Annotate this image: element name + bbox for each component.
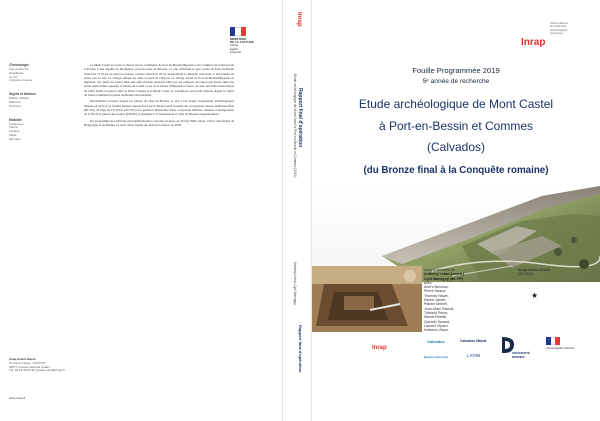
- title-line: à Port-en-Bessin et Commes: [378, 118, 534, 133]
- sidebar-line: Structure: [9, 103, 22, 108]
- title-line: (Calvados): [426, 140, 486, 154]
- spine-title: Etude archéologique de Mont Castel à Port-en-Bessin et Commes (2019): [293, 74, 297, 178]
- sidebar-group-themes: [9, 92, 79, 108]
- spine-authors: Anthony Lefort, Cyril Marcigny: [293, 262, 297, 305]
- ministry-line5: Fraternité: [230, 50, 242, 54]
- sidebar-line: Monnaie: [9, 136, 21, 141]
- sidebar-line: Le Fer: [9, 74, 18, 79]
- cover-kicker-2: 5ᵉ année de recherche: [422, 78, 490, 85]
- partner-latim-logo: LATIM: [467, 353, 481, 358]
- summary-paragraph: Durablement occupée depuis les phases de l'âge du Bronze, le site a fait l'objet d'opérations archéologiques menées en 2016. Les fouilles menées depuis 2014 sur le Mont Castel révèlent des occupations datées du Bronze final (BF IIa), de l'âge du Fer (LTA-LTC/D1) et la présence importante d'une occupation militaire romaine contemporaine de la fin de la guerre des Gaules (LTD2b) et préalable à la fondation de la ville de Bayeux/Augustodurum.: [84, 99, 234, 117]
- sidebar-line: Âge du Bronze: [9, 67, 29, 71]
- collaborator: Patrice Méniel,: [424, 302, 448, 307]
- cover-subtitle: (du Bronze final à la Conquête romaine): [363, 165, 549, 176]
- spine: [282, 0, 312, 421]
- french-flag-icon-small: [546, 337, 560, 345]
- website-link[interactable]: www.inrap.fr: [9, 396, 26, 400]
- sidebar-line: Édifice militaire: [9, 96, 30, 101]
- ministry-line2: DE LA CULTURE: [230, 40, 254, 45]
- thesaurus-sidebar: [9, 63, 79, 151]
- collaborator: Nolwenn Zaour.: [424, 328, 450, 333]
- partner-logos: [312, 335, 600, 415]
- partner-calvados-littoral-logo: Calvados littoral: [460, 339, 487, 343]
- contact-line: 35577 Cesson-Sévigné Cedex: [9, 364, 50, 369]
- sidebar-line: Métal: [9, 132, 17, 137]
- ministry-line3: Liberté: [230, 44, 238, 48]
- french-flag-icon: [230, 27, 246, 36]
- ministry-line4: Égalité: [230, 47, 238, 51]
- sidebar-line: Antiquité romaine: [9, 78, 33, 83]
- summary-paragraph: Un programme de recherche pluri-institutionnel a été mis en place en 2014 (CNRS, Inrap, CD14, universités de Bourgogne et de Rennes 2), suivi d'une fouille qui devrait s'achever en 2020.: [84, 118, 234, 127]
- agency-date: Mai 2020: [518, 272, 533, 277]
- sidebar-heading: Mobilier: [9, 117, 22, 122]
- agency-block: [518, 268, 596, 277]
- spine-report-type: Rapport final d'opération: [297, 88, 303, 148]
- university-mark-icon: [498, 335, 518, 355]
- sidebar-line: Faune: [9, 125, 18, 130]
- collaborator: Thibault Péron,: [424, 310, 449, 315]
- ministry-line1: MINISTÈRE: [230, 37, 247, 41]
- tag-line: préventives: [550, 31, 564, 35]
- inrap-tagline: [550, 22, 596, 35]
- inrap-logo: Inrap: [521, 37, 546, 48]
- partner-calvados-logo: Calvados: [427, 339, 445, 344]
- contact-line: 37 rue du Nègre, CS 67737: [9, 360, 46, 365]
- tag-line: Institut national: [550, 22, 568, 25]
- collaborator: Karine Jardel,: [424, 298, 447, 303]
- contact-line: Tél. 02 23 36 00 40, grand-ouest@inrap.fr: [9, 368, 65, 373]
- excavation-photo: [312, 266, 422, 332]
- summary-text: [84, 63, 234, 129]
- spine-inrap-logo: Inrap: [296, 12, 302, 27]
- authors-with-label: avec: [424, 280, 432, 285]
- authors-label: sous la direction de: [424, 268, 455, 272]
- republique-motto: Liberté Égalité Fraternité: [546, 347, 575, 350]
- sidebar-heading: Chronologie: [9, 63, 29, 67]
- cover-title: [312, 94, 600, 159]
- collaborator: Thomas Hauet,: [424, 293, 449, 298]
- cover-kicker: Fouille Programmée 2019: [412, 66, 500, 75]
- partner-bayeux-logo: Bayeux Intercom: [424, 355, 449, 359]
- summary-paragraph: Le Mont Castel se trouve à cheval sur les communes de Port-en-Bessin-Huppain et de Commes sur le littoral du Calvados à une dizaine de kilomètres au nord-ouest de Bayeux. Le site dominant le port actuel de Port-en-Bessin d'environ 70 m est un éperon rocheux calcaire d'environ 20 ha surplombant la Manche côté nord et descendant en pente vers le sud. Le village antique est situé au pied de l'éperon. Le village actuel de Port-en-Bessin-Huppain est implanté, aux pieds du Castel dans une anfractuosité naturelle bâtie par les remparts de l'Aure qui forme ainsi une petite embouchure séparant le falaise du Castel à l'est de la falaise d'Huppain à l'ouest. Au sud, une butte interrompue du relief forme un goulot entre le Mont Castelet et le Mont Castel, et constitue le seul point d'entrée depuis la vallée de l'Aure terminant la plaine du Bessin environnante.: [84, 63, 234, 98]
- partner-university-logo: UNIVERSITÉ RENNES: [512, 351, 531, 359]
- republique-logo: [546, 337, 576, 350]
- author-primary: Anthony Lefort (coord.): [424, 272, 465, 277]
- sidebar-line: Néolithique: [9, 70, 25, 75]
- agency-name: Inrap Grand-Ouest: [518, 268, 550, 272]
- sidebar-group-furniture: [9, 118, 79, 142]
- sidebar-line: Bâtiment: [9, 99, 21, 104]
- tag-line: de recherches: [550, 25, 567, 29]
- title-line: Etude archéologique de Mont Castel: [358, 97, 554, 111]
- partner-inrap-logo: Inrap: [372, 345, 387, 351]
- back-cover: [0, 0, 282, 421]
- tag-line: archéologiques: [550, 28, 568, 32]
- author-secondary: Cyril Marcigny (dir. FP): [424, 276, 464, 281]
- authors-block: [424, 268, 520, 332]
- collaborator: Jean-Marc Paturel,: [424, 306, 455, 311]
- sidebar-line: Céramique: [9, 121, 24, 126]
- collaborator: Axel's Bernoux,: [424, 285, 449, 290]
- sidebar-heading: Sujets et thèmes: [9, 92, 36, 97]
- collaborator: Pierre Giraud,: [424, 289, 447, 294]
- star-icon: ★: [531, 291, 539, 300]
- collaborator: Laurent Vipard,: [424, 323, 449, 328]
- contact-block: [9, 358, 79, 373]
- sidebar-group-chronology: [9, 63, 79, 83]
- spine-report-type-bottom: Rapport final d'opération: [298, 325, 303, 373]
- contact-name: Inrap Grand-Ouest: [9, 357, 36, 361]
- sidebar-line: Lithique: [9, 129, 20, 134]
- ministry-logo: [230, 27, 276, 54]
- collaborator: Quentin Savard,: [424, 319, 450, 324]
- collaborator: Michel Rebillé,: [424, 315, 448, 320]
- front-cover: [312, 0, 600, 421]
